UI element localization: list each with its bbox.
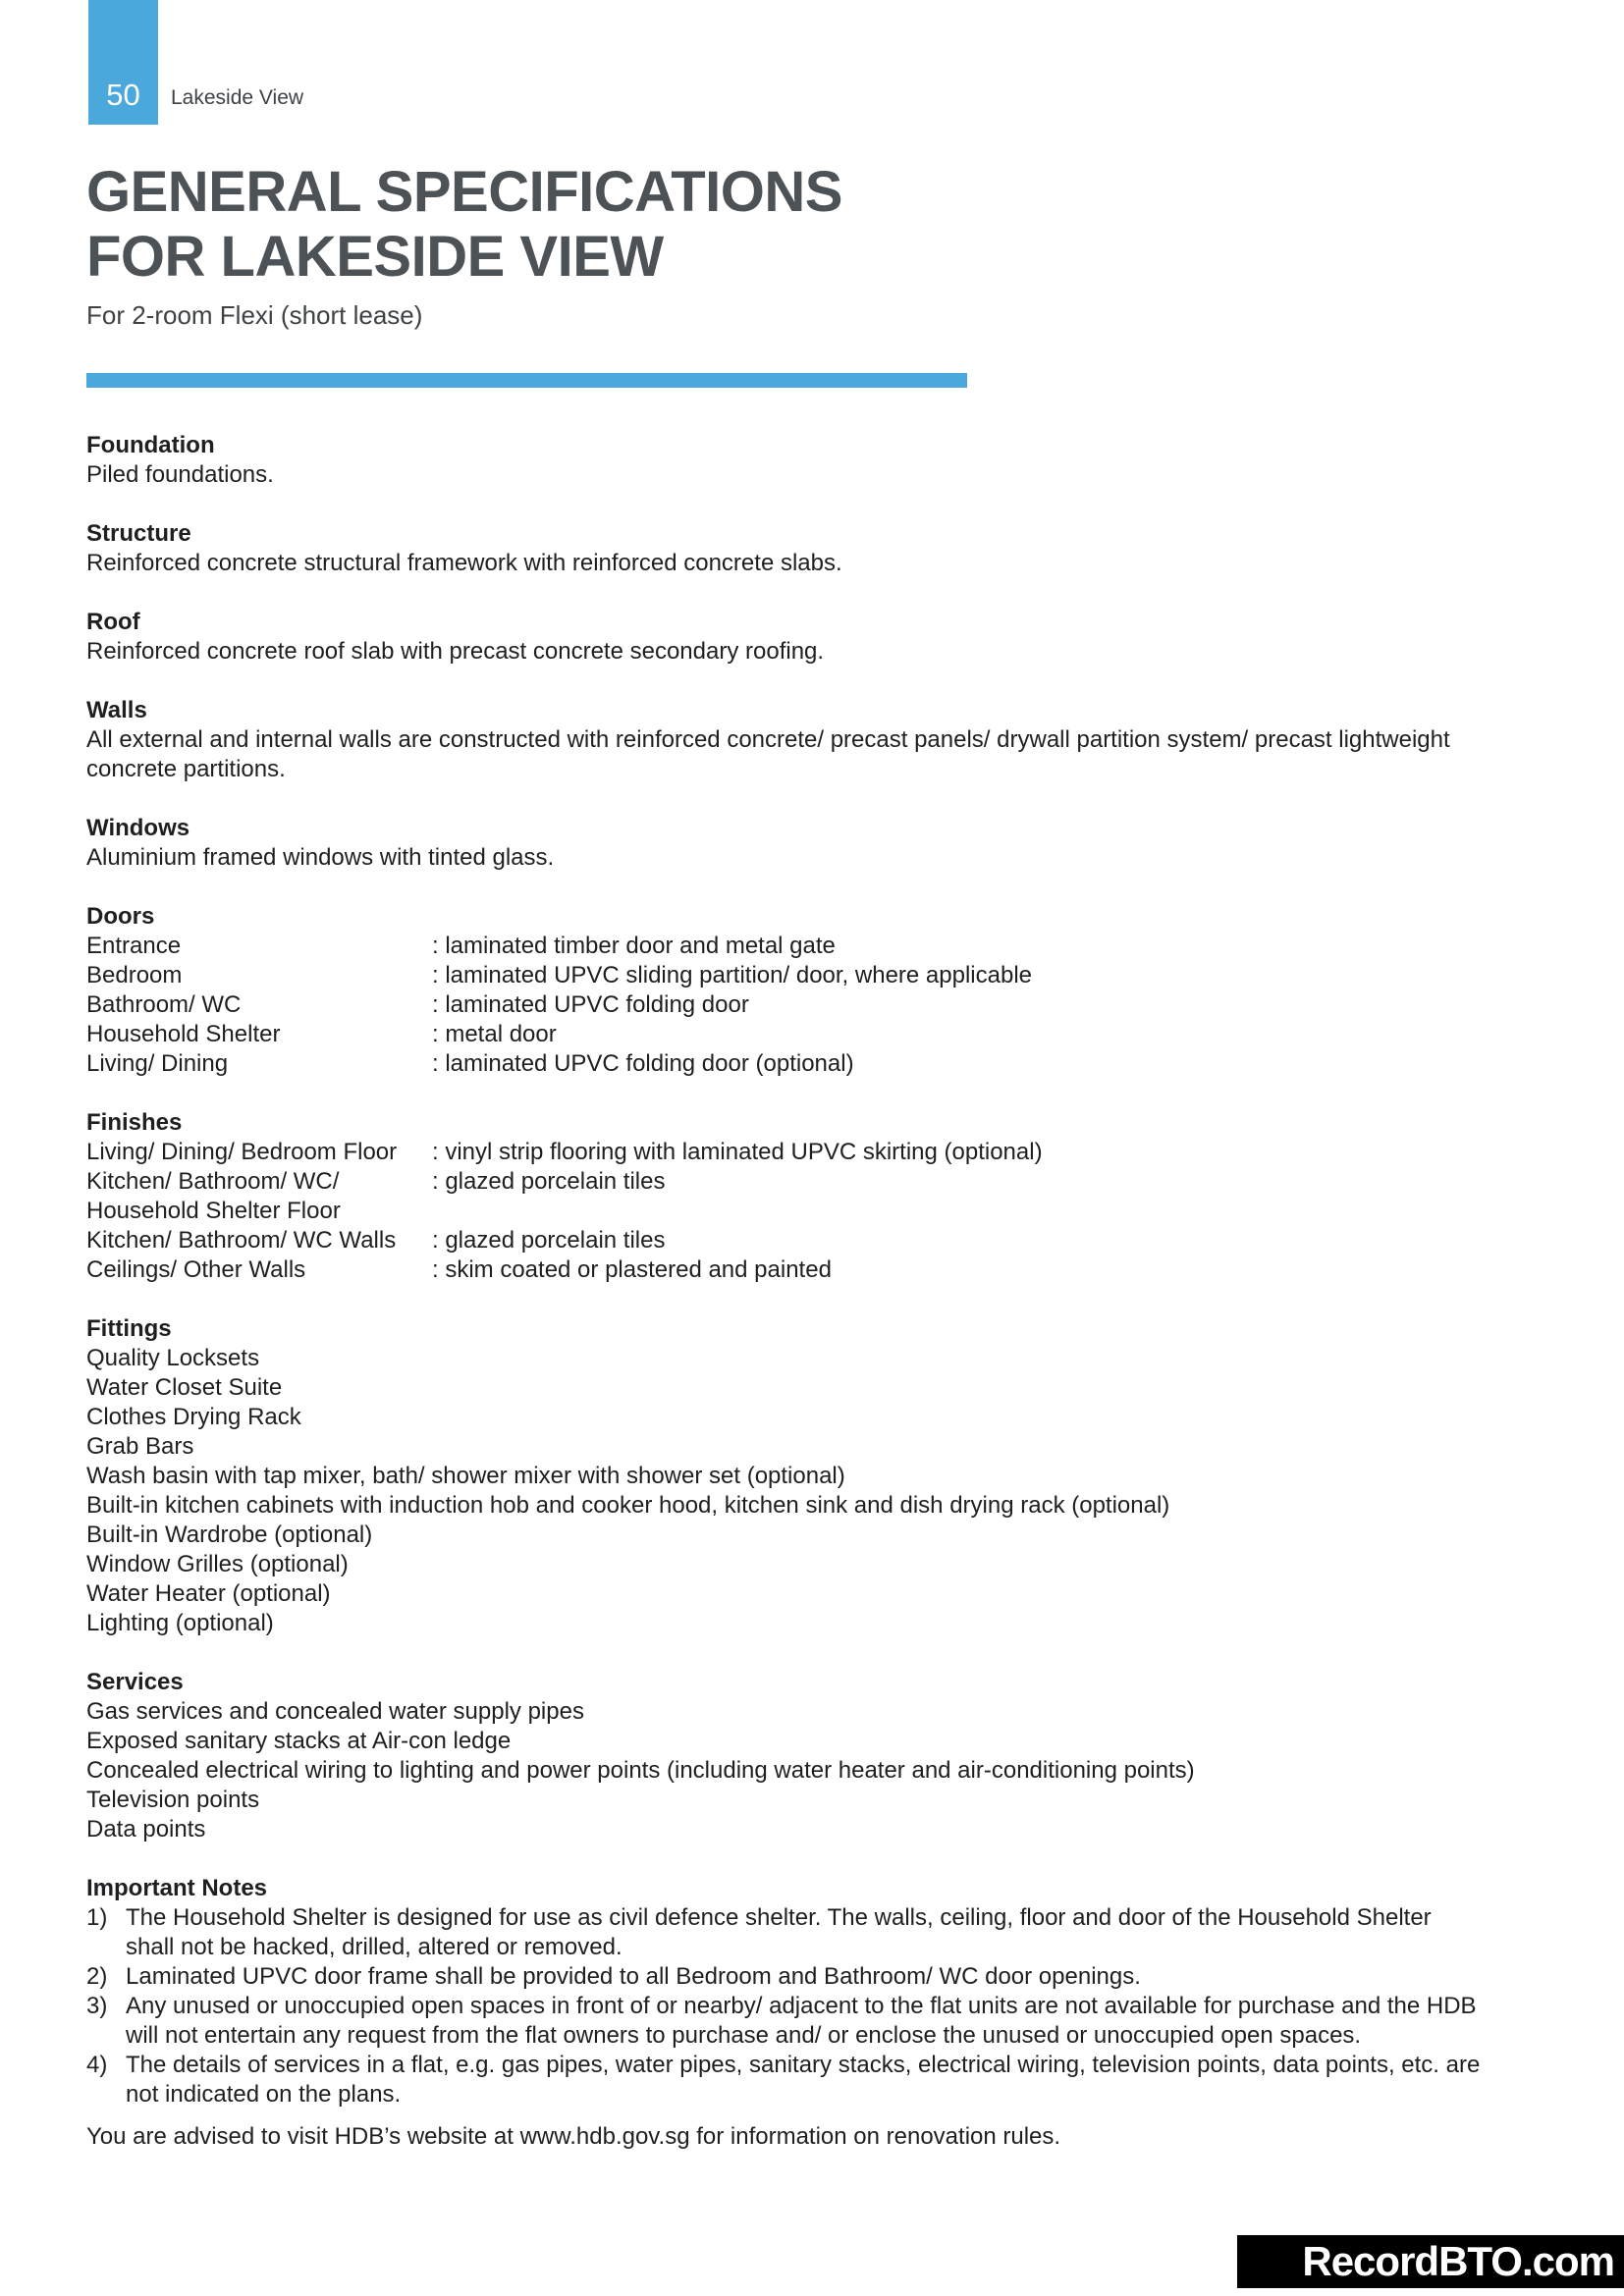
note-text-line: The Household Shelter is designed for use as civil defence shelter. The walls, ceiling, floor and door of the Household Shelter — [126, 1904, 1432, 1931]
spec-row — [86, 1226, 1540, 1255]
note-text-line: not indicated on the plans. — [126, 2081, 402, 2108]
note-number: 2) — [86, 1963, 108, 1990]
spec-row — [86, 1197, 1540, 1226]
page-title-line2: FOR LAKESIDE VIEW — [86, 225, 664, 289]
spec-value: : laminated timber door and metal gate — [432, 933, 836, 959]
note-text-line: Laminated UPVC door frame shall be provided to all Bedroom and Bathroom/ WC door openings. — [126, 1963, 1141, 1990]
section-text-line: All external and internal walls are constructed with reinforced concrete/ precast panels/ drywall partition system/ precast lightweight — [86, 726, 1450, 753]
page-content — [86, 0, 1540, 2152]
section-foundation — [86, 431, 1540, 490]
spec-value: : glazed porcelain tiles — [432, 1168, 666, 1195]
spec-row — [86, 1138, 1540, 1167]
spec-label: Ceilings/ Other Walls — [86, 1256, 306, 1283]
section-roof — [86, 608, 1540, 667]
spec-label: Kitchen/ Bathroom/ WC Walls — [86, 1227, 397, 1254]
page-subtitle: For 2-room Flexi (short lease) — [86, 300, 423, 330]
note-text — [126, 1903, 1540, 1962]
spec-row — [86, 1020, 1540, 1049]
fitting-item: Water Closet Suite — [86, 1374, 283, 1401]
spec-value: : metal door — [432, 1021, 557, 1047]
section-structure — [86, 519, 1540, 578]
note-number: 1) — [86, 1904, 108, 1931]
note-text — [126, 1992, 1540, 2051]
note-number: 4) — [86, 2052, 108, 2078]
service-item: Gas services and concealed water supply pipes — [86, 1698, 584, 1725]
spec-label: Living/ Dining/ Bedroom Floor — [86, 1139, 398, 1165]
section-heading: Important Notes — [86, 1875, 268, 1901]
service-item: Television points — [86, 1787, 260, 1813]
section-finishes — [86, 1108, 1540, 1285]
fitting-item: Clothes Drying Rack — [86, 1404, 301, 1430]
spec-row — [86, 1049, 1540, 1079]
fitting-item: Lighting (optional) — [86, 1610, 274, 1636]
note-item — [86, 1992, 1540, 2051]
spec-label: Household Shelter — [86, 1021, 281, 1047]
spec-label: Entrance — [86, 933, 182, 959]
note-text-line: The details of services in a flat, e.g. gas pipes, water pipes, sanitary stacks, electrical wiring, television points, data points, etc. are — [126, 2052, 1481, 2078]
section-services — [86, 1668, 1540, 1844]
section-text-line: Aluminium framed windows with tinted glass. — [86, 844, 555, 871]
spec-value: : vinyl strip flooring with laminated UPVC skirting (optional) — [432, 1139, 1043, 1165]
spec-value: : glazed porcelain tiles — [432, 1227, 666, 1254]
section-heading: Finishes — [86, 1109, 183, 1136]
spec-row — [86, 990, 1540, 1020]
section-heading: Services — [86, 1669, 184, 1695]
spec-label: Bathroom/ WC — [86, 991, 242, 1018]
spec-value — [432, 1197, 1540, 1226]
section-fittings — [86, 1314, 1540, 1638]
section-heading: Windows — [86, 815, 190, 841]
section-heading: Fittings — [86, 1315, 172, 1342]
spec-value: : skim coated or plastered and painted — [432, 1256, 832, 1283]
section-text-line: Reinforced concrete structural framework with reinforced concrete slabs. — [86, 550, 842, 576]
section-windows — [86, 814, 1540, 873]
note-text-line: will not entertain any request from the flat owners to purchase and/ or enclose the unused or unoccupied open spaces. — [126, 2022, 1362, 2049]
section-text-line: Piled foundations. — [86, 461, 274, 488]
section-heading: Doors — [86, 903, 155, 930]
fitting-item: Built-in Wardrobe (optional) — [86, 1522, 373, 1548]
section-heading: Foundation — [86, 432, 215, 458]
spec-row — [86, 961, 1540, 990]
spec-label: Living/ Dining — [86, 1050, 229, 1077]
section-heading: Structure — [86, 520, 191, 547]
page-title — [86, 160, 1540, 290]
note-item — [86, 1903, 1540, 1962]
page-title-line1: GENERAL SPECIFICATIONS — [86, 160, 842, 224]
fitting-item: Built-in kitchen cabinets with induction hob and cooker hood, kitchen sink and dish drying rack (optional) — [86, 1492, 1170, 1519]
spec-value: : laminated UPVC folding door (optional) — [432, 1050, 854, 1077]
note-text — [126, 2051, 1540, 2109]
fitting-item: Water Heater (optional) — [86, 1580, 331, 1607]
fitting-item: Wash basin with tap mixer, bath/ shower mixer with shower set (optional) — [86, 1463, 845, 1489]
header-project-label: Lakeside View — [171, 86, 304, 109]
service-item: Data points — [86, 1816, 206, 1842]
spec-label: Household Shelter Floor — [86, 1198, 341, 1224]
service-item: Concealed electrical wiring to lighting and power points (including water heater and air-conditioning points) — [86, 1757, 1195, 1784]
spec-row — [86, 1255, 1540, 1285]
section-text-line: concrete partitions. — [86, 756, 286, 782]
fitting-item: Grab Bars — [86, 1433, 194, 1460]
spec-label: Kitchen/ Bathroom/ WC/ — [86, 1168, 340, 1195]
spec-value: : laminated UPVC folding door — [432, 991, 749, 1018]
page-number: 50 — [106, 78, 140, 112]
section-text-line: Reinforced concrete roof slab with precast concrete secondary roofing. — [86, 638, 825, 665]
note-number: 3) — [86, 1993, 108, 2019]
accent-divider-bar — [86, 373, 967, 388]
section-important-notes — [86, 1874, 1540, 2109]
section-doors — [86, 902, 1540, 1079]
note-item — [86, 2051, 1540, 2109]
advisory-text: You are advised to visit HDB’s website at www.hdb.gov.sg for information on renovation rules. — [86, 2123, 1061, 2150]
note-item — [86, 1962, 1540, 1992]
spec-label: Bedroom — [86, 962, 183, 988]
spec-row — [86, 932, 1540, 961]
spec-row — [86, 1167, 1540, 1197]
note-text — [126, 1962, 1540, 1992]
watermark-text: RecordBTO.com — [1302, 2238, 1614, 2284]
note-text-line: Any unused or unoccupied open spaces in front of or nearby/ adjacent to the flat units are not available for purchase and the HDB — [126, 1993, 1477, 2019]
fitting-item: Quality Locksets — [86, 1345, 260, 1371]
note-text-line: shall not be hacked, drilled, altered or removed. — [126, 1934, 623, 1960]
fitting-item: Window Grilles (optional) — [86, 1551, 349, 1577]
service-item: Exposed sanitary stacks at Air-con ledge — [86, 1728, 512, 1754]
section-heading: Walls — [86, 697, 147, 723]
section-heading: Roof — [86, 609, 140, 635]
watermark-banner — [1237, 2235, 1624, 2288]
spec-value: : laminated UPVC sliding partition/ door, where applicable — [432, 962, 1033, 988]
section-walls — [86, 696, 1540, 784]
